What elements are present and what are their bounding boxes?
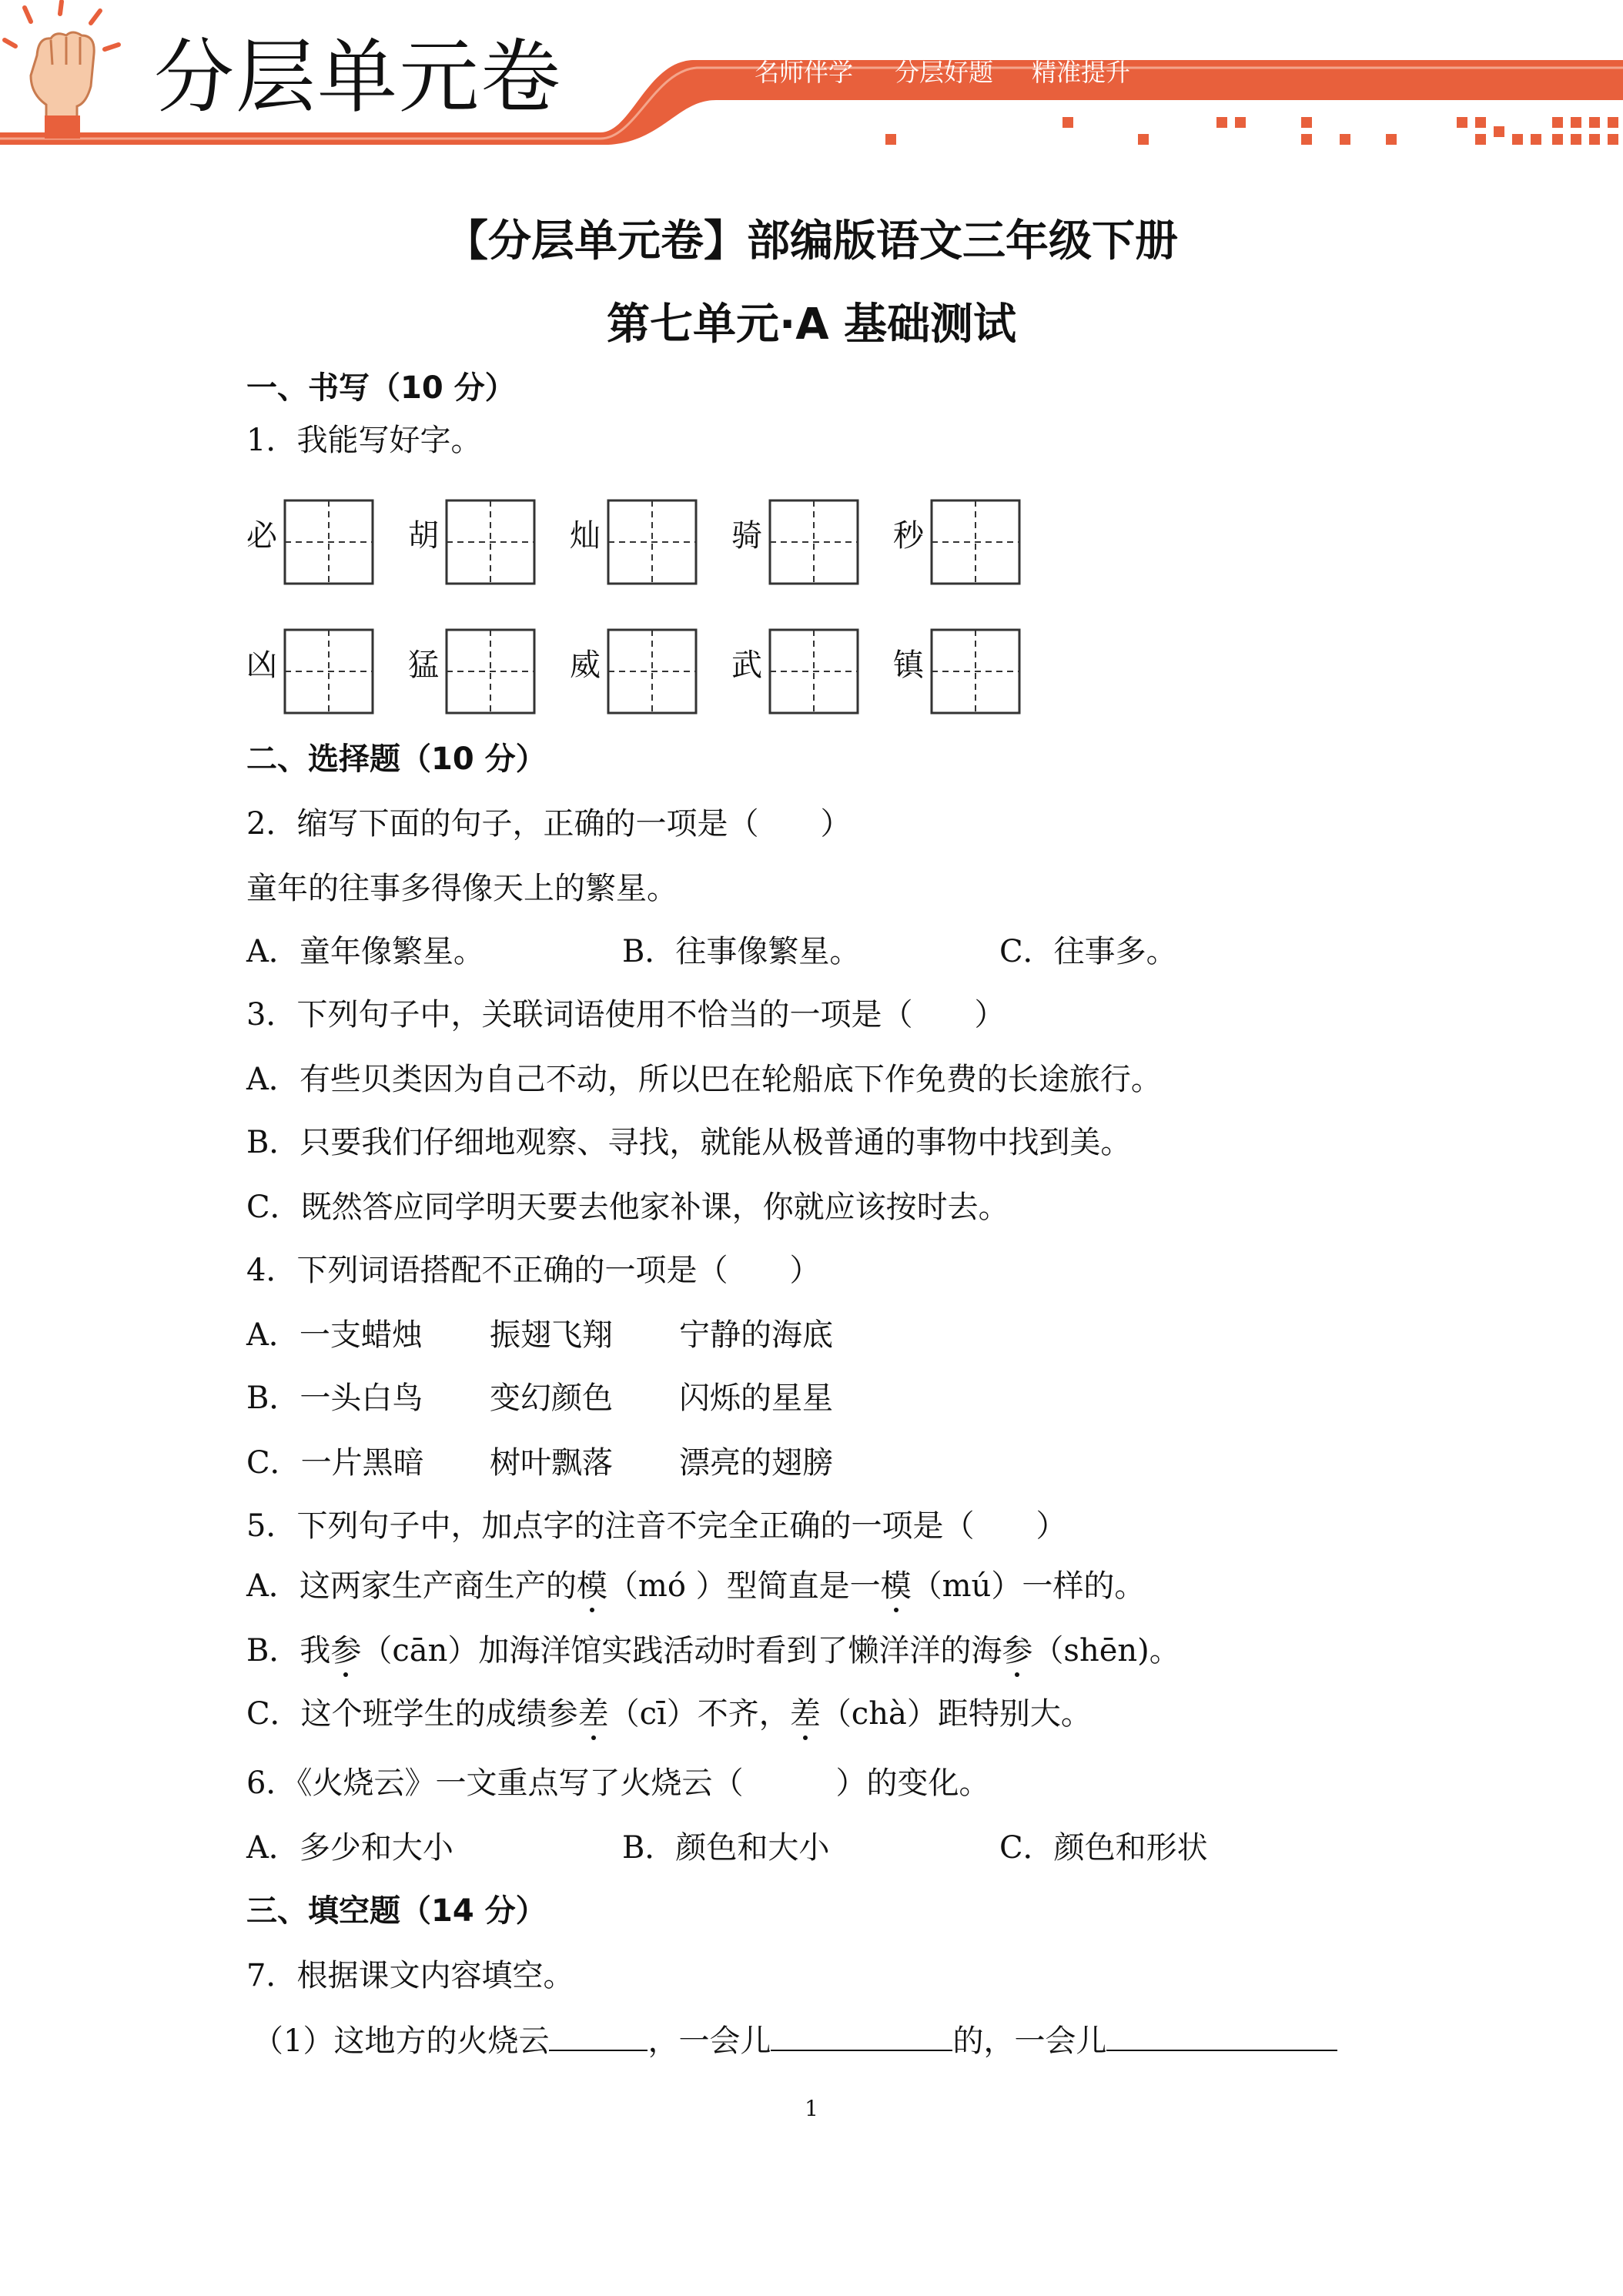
writing-cell[interactable] <box>445 628 536 715</box>
answer-blank[interactable] <box>1106 2023 1337 2051</box>
question-5-option-c[interactable] <box>246 1696 1092 1732</box>
dotted-character: 模 <box>880 1568 912 1604</box>
grid-char: 猛 <box>408 648 439 683</box>
question-2-stem: 2．缩写下面的句子，正确的一项是（ ） <box>246 806 852 842</box>
question-3-option-a[interactable]: A．有些贝类因为自己不动，所以巴在轮船底下作免费的长途旅行。 <box>246 1062 1162 1097</box>
fill-text: （1）这地方的火烧云 <box>253 2023 550 2059</box>
question-7-stem: 7．根据课文内容填空。 <box>246 1958 574 1993</box>
question-3-option-c[interactable]: C．既然答应同学明天要去他家补课，你就应该按时去。 <box>246 1190 1009 1225</box>
fill-text: 的，一会儿 <box>952 2023 1107 2059</box>
question-6-option-c[interactable]: C．颜色和形状 <box>999 1830 1208 1866</box>
slogan-3: 精准提升 <box>1032 58 1131 87</box>
option-phrase: 变幻颜色 <box>490 1381 613 1416</box>
section-heading-choice: 二、选择题（10 分） <box>246 741 547 777</box>
question-2-option-b[interactable]: B．往事像繁星。 <box>622 934 861 969</box>
grid-char: 骑 <box>731 518 762 554</box>
option-phrase: 闪烁的星星 <box>679 1381 833 1416</box>
option-text: （cān）加海洋馆实践活动时看到了懒洋洋的海 <box>361 1633 1002 1668</box>
writing-cell[interactable] <box>930 628 1021 715</box>
raised-fist-icon <box>0 0 123 139</box>
writing-cell[interactable] <box>768 628 859 715</box>
option-text: （chà）距特别大。 <box>820 1696 1092 1732</box>
answer-blank[interactable] <box>549 2023 648 2051</box>
option-text: （mó ）型简直是一 <box>607 1568 881 1604</box>
option-text: （shēn)。 <box>1032 1633 1180 1668</box>
question-1: 1．我能写好字。 <box>246 423 482 458</box>
question-5-option-a[interactable] <box>246 1568 1146 1604</box>
question-6-option-a[interactable]: A．多少和大小 <box>246 1830 453 1866</box>
writing-cell[interactable] <box>283 628 374 715</box>
writing-cell[interactable] <box>445 499 536 585</box>
dotted-character: 差 <box>577 1696 609 1732</box>
option-phrase: 振翅飞翔 <box>490 1317 613 1353</box>
option-phrase: 宁静的海底 <box>679 1317 833 1353</box>
question-2-option-a[interactable]: A．童年像繁星。 <box>246 934 484 969</box>
dotted-character: 参 <box>1002 1633 1033 1668</box>
grid-char: 武 <box>731 648 762 683</box>
slogan-1: 名师伴学 <box>755 58 854 87</box>
header-banner <box>0 0 1623 169</box>
grid-char: 威 <box>570 648 601 683</box>
section-heading-fill: 三、填空题（14 分） <box>246 1893 547 1929</box>
writing-cell[interactable] <box>768 499 859 585</box>
dotted-character: 模 <box>576 1568 607 1604</box>
option-text: B．我 <box>246 1633 331 1668</box>
grid-char: 灿 <box>570 518 601 554</box>
question-5-option-b[interactable] <box>246 1635 1180 1666</box>
fill-text: ，一会儿 <box>648 2023 771 2059</box>
grid-char: 秒 <box>893 518 924 554</box>
option-phrase: B．一头白鸟 <box>246 1381 423 1416</box>
doc-title: 【分层单元卷】部编版语文三年级下册 <box>445 216 1178 266</box>
option-phrase: C．一片黑暗 <box>246 1445 424 1481</box>
option-phrase: A．一支蜡烛 <box>246 1317 423 1353</box>
writing-cell[interactable] <box>283 499 374 585</box>
dotted-character: 差 <box>789 1696 821 1732</box>
answer-blank[interactable] <box>771 2023 952 2051</box>
question-2-option-c[interactable]: C．往事多。 <box>999 934 1177 969</box>
grid-char: 必 <box>246 518 277 554</box>
slogan-2: 分层好题 <box>895 58 994 87</box>
writing-cell[interactable] <box>930 499 1021 585</box>
option-phrase: 漂亮的翅膀 <box>679 1445 833 1481</box>
question-6-stem: 6．《火烧云》一文重点写了火烧云（ ）的变化。 <box>246 1766 990 1801</box>
option-text: A．这两家生产商生产的 <box>246 1568 577 1604</box>
option-phrase: 树叶飘落 <box>490 1445 613 1481</box>
dotted-character: 参 <box>330 1633 362 1668</box>
option-text: （cī）不齐， <box>608 1696 790 1732</box>
doc-subtitle: 第七单元·A 基础测试 <box>606 300 1017 350</box>
option-text: （mú）一样的。 <box>911 1568 1146 1604</box>
question-6-option-b[interactable]: B．颜色和大小 <box>622 1830 830 1866</box>
question-7-part-1 <box>253 2023 1337 2057</box>
writing-cell[interactable] <box>607 628 698 715</box>
page-number: 1 <box>805 2096 818 2121</box>
brand-title: 分层单元卷 <box>154 30 563 124</box>
section-heading-writing: 一、书写（10 分） <box>246 370 516 406</box>
question-5-stem: 5．下列句子中，加点字的注音不完全正确的一项是（ ） <box>246 1508 1067 1544</box>
question-3-option-b[interactable]: B．只要我们仔细地观察、寻找，就能从极普通的事物中找到美。 <box>246 1125 1132 1160</box>
question-2-sentence: 童年的往事多得像天上的繁星。 <box>246 871 678 906</box>
option-text: C．这个班学生的成绩参 <box>246 1696 578 1732</box>
grid-char: 凶 <box>246 648 277 683</box>
question-3-stem: 3．下列句子中，关联词语使用不恰当的一项是（ ） <box>246 997 1006 1033</box>
writing-cell[interactable] <box>607 499 698 585</box>
grid-char: 镇 <box>893 648 924 683</box>
grid-char: 胡 <box>408 518 439 554</box>
question-4-stem: 4．下列词语搭配不正确的一项是（ ） <box>246 1253 821 1288</box>
